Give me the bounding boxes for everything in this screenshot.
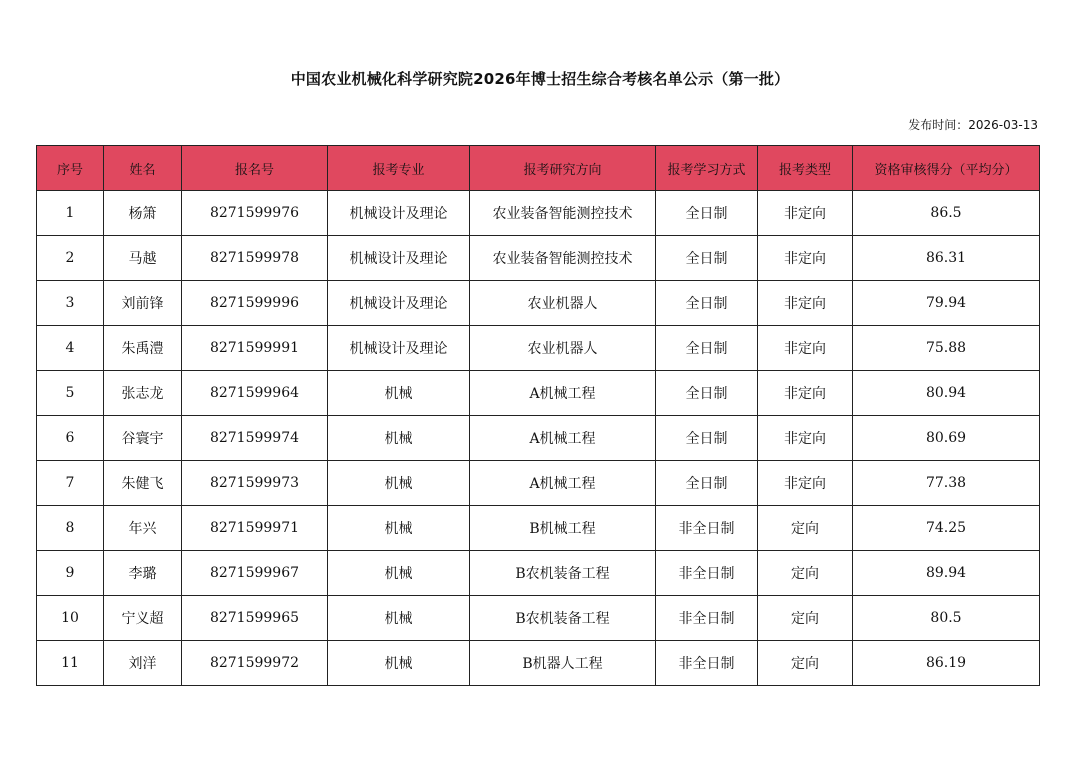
- cell-application-type: 非定向: [758, 461, 853, 506]
- table-row: [37, 596, 1040, 641]
- cell-qualification-score: 75.88: [853, 326, 1040, 371]
- cell-index: 11: [37, 641, 104, 686]
- header-study-mode: 报考学习方式: [656, 146, 758, 191]
- table-row: [37, 281, 1040, 326]
- table-row: [37, 461, 1040, 506]
- table-row: [37, 191, 1040, 236]
- cell-index: 9: [37, 551, 104, 596]
- cell-index: 5: [37, 371, 104, 416]
- table-row: [37, 236, 1040, 281]
- cell-research-direction: B农机装备工程: [470, 596, 656, 641]
- cell-major: 机械: [328, 551, 470, 596]
- cell-research-direction: A机械工程: [470, 416, 656, 461]
- cell-name: 张志龙: [104, 371, 182, 416]
- header-application-type: 报考类型: [758, 146, 853, 191]
- cell-name: 刘洋: [104, 641, 182, 686]
- cell-name: 杨箫: [104, 191, 182, 236]
- cell-major: 机械: [328, 596, 470, 641]
- cell-application-type: 非定向: [758, 191, 853, 236]
- cell-study-mode: 全日制: [656, 326, 758, 371]
- cell-registration-number: 8271599976: [182, 191, 328, 236]
- cell-name: 李璐: [104, 551, 182, 596]
- cell-registration-number: 8271599964: [182, 371, 328, 416]
- table-header-row: [37, 146, 1040, 191]
- cell-research-direction: 农业机器人: [470, 281, 656, 326]
- cell-study-mode: 全日制: [656, 191, 758, 236]
- table-row: [37, 506, 1040, 551]
- cell-name: 马越: [104, 236, 182, 281]
- document-title: 中国农业机械化科学研究院2026年博士招生综合考核名单公示（第一批）: [290, 70, 790, 88]
- header-name: 姓名: [104, 146, 182, 191]
- cell-study-mode: 全日制: [656, 371, 758, 416]
- cell-study-mode: 非全日制: [656, 641, 758, 686]
- cell-major: 机械设计及理论: [328, 236, 470, 281]
- cell-qualification-score: 89.94: [853, 551, 1040, 596]
- cell-qualification-score: 80.69: [853, 416, 1040, 461]
- cell-major: 机械: [328, 371, 470, 416]
- cell-application-type: 非定向: [758, 371, 853, 416]
- cell-study-mode: 全日制: [656, 461, 758, 506]
- cell-registration-number: 8271599973: [182, 461, 328, 506]
- header-index: 序号: [37, 146, 104, 191]
- cell-index: 8: [37, 506, 104, 551]
- cell-study-mode: 非全日制: [656, 596, 758, 641]
- cell-study-mode: 非全日制: [656, 551, 758, 596]
- cell-qualification-score: 86.19: [853, 641, 1040, 686]
- table-row: [37, 641, 1040, 686]
- cell-name: 宁义超: [104, 596, 182, 641]
- cell-qualification-score: 79.94: [853, 281, 1040, 326]
- cell-index: 2: [37, 236, 104, 281]
- cell-qualification-score: 86.31: [853, 236, 1040, 281]
- cell-research-direction: B农机装备工程: [470, 551, 656, 596]
- cell-index: 3: [37, 281, 104, 326]
- cell-study-mode: 全日制: [656, 281, 758, 326]
- cell-major: 机械设计及理论: [328, 326, 470, 371]
- cell-registration-number: 8271599965: [182, 596, 328, 641]
- header-major: 报考专业: [328, 146, 470, 191]
- cell-major: 机械设计及理论: [328, 281, 470, 326]
- cell-index: 10: [37, 596, 104, 641]
- cell-index: 7: [37, 461, 104, 506]
- cell-index: 6: [37, 416, 104, 461]
- cell-name: 刘前锋: [104, 281, 182, 326]
- cell-study-mode: 全日制: [656, 236, 758, 281]
- cell-qualification-score: 77.38: [853, 461, 1040, 506]
- cell-application-type: 定向: [758, 506, 853, 551]
- cell-research-direction: B机械工程: [470, 506, 656, 551]
- header-research-direction: 报考研究方向: [470, 146, 656, 191]
- table-row: [37, 326, 1040, 371]
- cell-registration-number: 8271599967: [182, 551, 328, 596]
- cell-application-type: 定向: [758, 551, 853, 596]
- header-qualification-score: 资格审核得分（平均分）: [853, 146, 1040, 191]
- cell-name: 年兴: [104, 506, 182, 551]
- cell-research-direction: A机械工程: [470, 371, 656, 416]
- cell-application-type: 非定向: [758, 416, 853, 461]
- cell-index: 1: [37, 191, 104, 236]
- table-row: [37, 371, 1040, 416]
- cell-registration-number: 8271599991: [182, 326, 328, 371]
- publish-date: 发布时间：2026-03-13: [908, 118, 1038, 132]
- cell-major: 机械: [328, 416, 470, 461]
- cell-registration-number: 8271599972: [182, 641, 328, 686]
- cell-qualification-score: 86.5: [853, 191, 1040, 236]
- cell-research-direction: 农业机器人: [470, 326, 656, 371]
- cell-research-direction: 农业装备智能测控技术: [470, 191, 656, 236]
- header-registration-number: 报名号: [182, 146, 328, 191]
- cell-research-direction: B机器人工程: [470, 641, 656, 686]
- cell-name: 朱健飞: [104, 461, 182, 506]
- cell-research-direction: A机械工程: [470, 461, 656, 506]
- cell-name: 谷寰宇: [104, 416, 182, 461]
- cell-major: 机械: [328, 461, 470, 506]
- cell-application-type: 非定向: [758, 326, 853, 371]
- cell-application-type: 非定向: [758, 281, 853, 326]
- cell-index: 4: [37, 326, 104, 371]
- cell-qualification-score: 80.94: [853, 371, 1040, 416]
- cell-major: 机械: [328, 641, 470, 686]
- cell-registration-number: 8271599996: [182, 281, 328, 326]
- cell-qualification-score: 74.25: [853, 506, 1040, 551]
- cell-registration-number: 8271599971: [182, 506, 328, 551]
- cell-research-direction: 农业装备智能测控技术: [470, 236, 656, 281]
- cell-registration-number: 8271599978: [182, 236, 328, 281]
- cell-major: 机械设计及理论: [328, 191, 470, 236]
- cell-registration-number: 8271599974: [182, 416, 328, 461]
- candidate-table: [36, 145, 1040, 686]
- cell-application-type: 定向: [758, 641, 853, 686]
- cell-application-type: 非定向: [758, 236, 853, 281]
- cell-name: 朱禹澧: [104, 326, 182, 371]
- table-row: [37, 416, 1040, 461]
- table-body: [37, 191, 1040, 686]
- table-row: [37, 551, 1040, 596]
- cell-major: 机械: [328, 506, 470, 551]
- cell-study-mode: 全日制: [656, 416, 758, 461]
- cell-study-mode: 非全日制: [656, 506, 758, 551]
- cell-application-type: 定向: [758, 596, 853, 641]
- cell-qualification-score: 80.5: [853, 596, 1040, 641]
